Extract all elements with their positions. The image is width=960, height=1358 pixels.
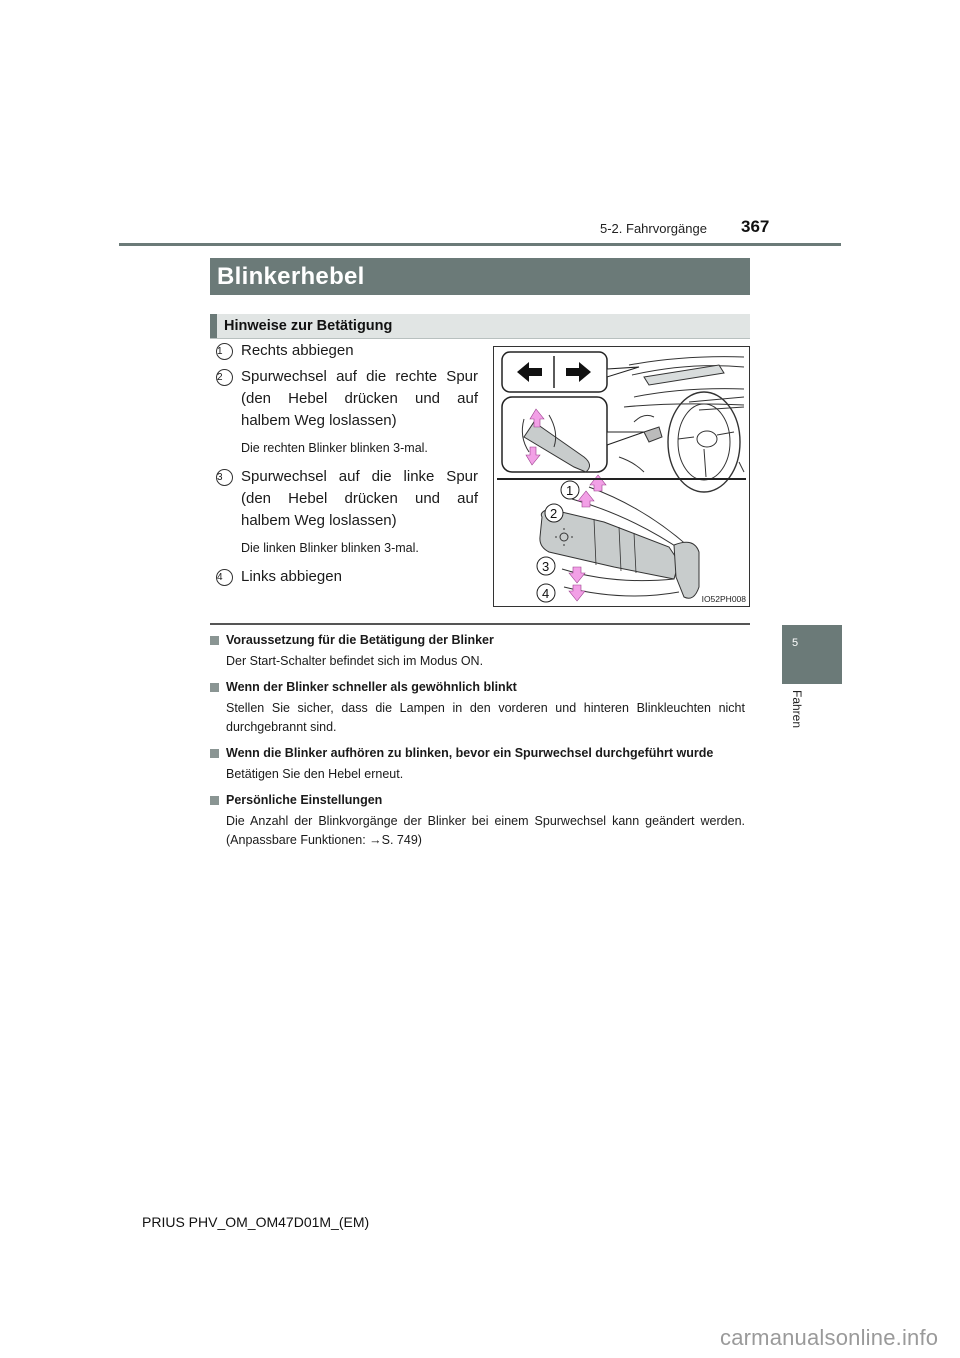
step-text: Links abbiegen	[241, 568, 342, 585]
section-subtitle-text: Hinweise zur Betätigung	[224, 318, 393, 334]
step-number-badge: 3	[216, 469, 233, 486]
note-heading	[210, 632, 745, 649]
figure-code: IO52PH008	[701, 594, 746, 604]
content-divider	[210, 623, 750, 625]
page-title-text: Blinkerhebel	[217, 263, 365, 290]
step-item	[213, 366, 478, 456]
header-section: 5-2. Fahrvorgänge	[600, 221, 707, 236]
step-item	[213, 466, 478, 556]
lever-detail	[537, 475, 699, 602]
callout-2: 2	[550, 506, 558, 521]
subtitle-accent	[210, 314, 217, 338]
step-number-badge: 2	[216, 369, 233, 386]
chapter-label: Fahren	[790, 690, 804, 729]
dashboard-sketch	[619, 357, 744, 492]
turn-indicator-inset	[502, 352, 639, 392]
document-code: PRIUS PHV_OM_OM47D01M_(EM)	[142, 1214, 370, 1230]
section-subtitle	[210, 314, 750, 339]
note-body: Der Start-Schalter befindet sich im Modus ON.	[226, 654, 484, 668]
lever-inset	[502, 397, 644, 472]
steps-list	[213, 340, 478, 592]
callout-4: 4	[542, 586, 550, 601]
note-item	[210, 679, 745, 737]
note-item	[210, 745, 745, 784]
step-text: Spurwechsel auf die linke Spur (den Hebel drücken und auf halbem Weg loslassen)	[241, 468, 478, 529]
note-heading	[210, 792, 745, 809]
callout-arrow-3	[569, 567, 585, 583]
note-body: Betätigen Sie den Hebel erneut.	[226, 767, 404, 781]
square-bullet-icon	[210, 796, 219, 805]
header-rule	[119, 243, 841, 246]
callout-3: 3	[542, 559, 550, 574]
square-bullet-icon	[210, 683, 219, 692]
figure-divider	[497, 478, 746, 480]
step-number-badge: 1	[216, 343, 233, 360]
note-heading	[210, 679, 745, 696]
note-heading-text: Wenn die Blinker aufhören zu blinken, bevor ein Spurwechsel durchgeführt wurde	[226, 746, 714, 760]
step-note: Die linken Blinker blinken 3-mal.	[241, 541, 419, 555]
step-item	[213, 340, 478, 362]
callout-arrow-4	[569, 585, 585, 601]
square-bullet-icon	[210, 636, 219, 645]
chapter-number: 5	[792, 637, 799, 649]
note-body: Die Anzahl der Blinkvorgänge der Blinker bei einem Spurwechsel kann geändert werden. (Anpassbare Funktionen: →S. 749)	[226, 814, 745, 847]
watermark: carmanualsonline.info	[720, 1325, 939, 1350]
note-body: Stellen Sie sicher, dass die Lampen in den vorderen und hinteren Blinkleuchten nicht durchgebrannt sind.	[226, 701, 745, 734]
step-text: Spurwechsel auf die rechte Spur (den Hebel drücken und auf halbem Weg loslassen)	[241, 368, 478, 429]
note-heading-text: Wenn der Blinker schneller als gewöhnlich blinkt	[226, 680, 517, 694]
note-item	[210, 792, 745, 850]
turn-signal-lever-illustration	[493, 346, 750, 607]
callout-arrow-2	[578, 491, 594, 507]
note-item	[210, 632, 745, 671]
page-title	[210, 258, 750, 295]
notes-list	[210, 632, 745, 858]
chapter-tab[interactable]	[782, 625, 842, 684]
note-heading-text: Voraussetzung für die Betätigung der Blinker	[226, 633, 494, 647]
step-item	[213, 566, 478, 588]
page-number: 367	[741, 217, 770, 236]
note-heading	[210, 745, 745, 762]
square-bullet-icon	[210, 749, 219, 758]
step-number-badge: 4	[216, 569, 233, 586]
step-note: Die rechten Blinker blinken 3-mal.	[241, 441, 428, 455]
step-text: Rechts abbiegen	[241, 342, 354, 359]
note-heading-text: Persönliche Einstellungen	[226, 793, 383, 807]
callout-1: 1	[566, 483, 574, 498]
